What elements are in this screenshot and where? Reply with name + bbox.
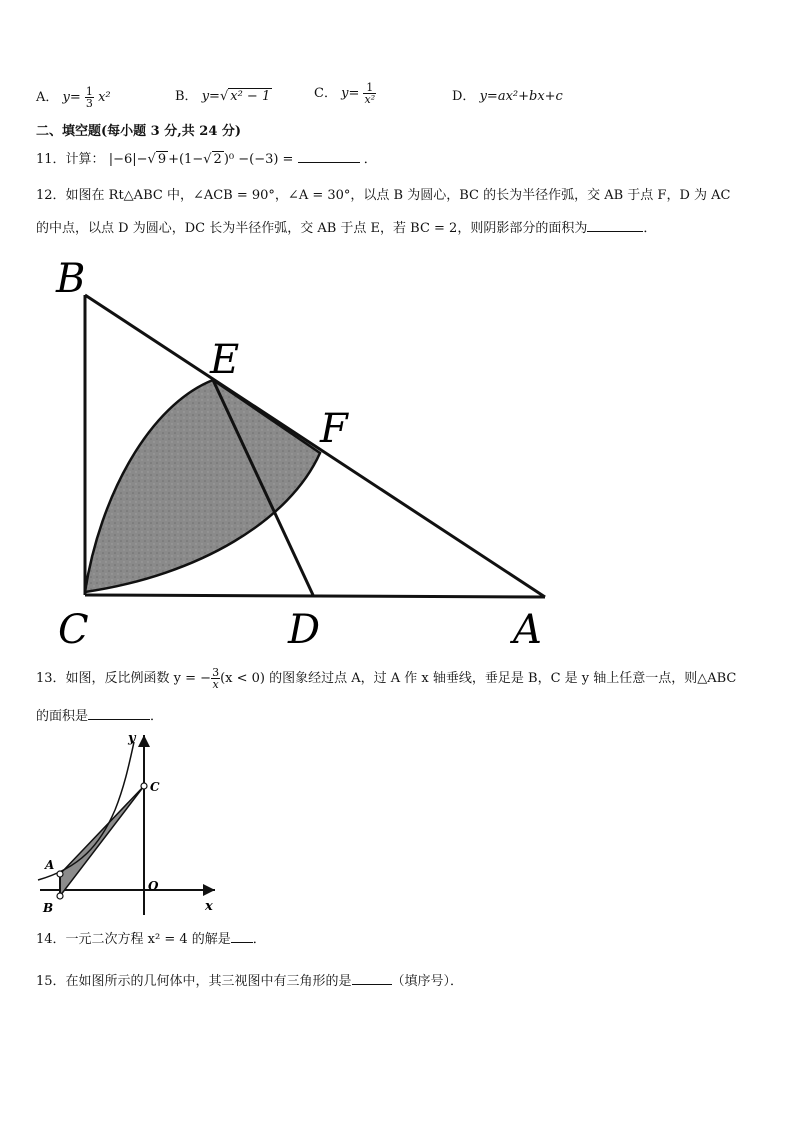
label-x: x <box>205 899 213 914</box>
option-b-letter: B． <box>175 89 198 104</box>
hyperbola-figure <box>0 728 240 920</box>
option-c <box>314 82 376 105</box>
answer-blank-14[interactable] <box>231 930 253 943</box>
shaded-region <box>85 380 320 592</box>
section-title: 二、填空题(每小题 3 分,共 24 分) <box>36 124 242 139</box>
sqrt-sign: √ <box>219 89 229 104</box>
option-a-tail: x² <box>98 90 111 105</box>
option-c-fraction: $\frac{1}{\text{x²}}$ <box>364 81 376 106</box>
label-c13: C <box>150 780 160 794</box>
option-b-lhs: y= <box>201 89 220 104</box>
label-c: C <box>58 607 89 653</box>
label-e: E <box>210 337 240 383</box>
side-ca <box>85 595 545 597</box>
triangle-abc <box>60 786 144 896</box>
question-13-line1: 13．如图，反比例函数 y = − $\frac{3}{x}$ (x < 0) 的图象经过点 A，过 A 作 x 轴垂线，垂足是 B，C 是 y 轴上任意一点，则△ABC <box>36 666 737 691</box>
option-a-fraction: $\frac{1}{3}$ <box>85 85 93 110</box>
question-14: 14．一元二次方程 x² = 4 的解是 ． <box>36 932 266 947</box>
label-b13: B <box>43 901 54 915</box>
answer-blank-11[interactable] <box>298 150 360 163</box>
triangle-figure <box>0 240 794 660</box>
label-a: A <box>513 607 542 653</box>
answer-blank-15[interactable] <box>352 972 392 985</box>
question-12-line2: 的中点，以点 D 为圆心，DC 长为半径作弧，交 AB 于点 E，若 BC = 2，则阴影部分的面积为 ． <box>36 221 657 236</box>
option-d-expr: y=ax²+bx+c <box>479 89 563 104</box>
label-b: B <box>56 256 86 302</box>
option-a-lhs: y= <box>62 90 81 105</box>
answer-blank-13[interactable] <box>88 707 150 720</box>
question-11: 11．计算： |−6|−√ 9 +(1−√ 2 )⁰ −(−3) = ． <box>36 152 377 167</box>
option-a <box>36 86 111 109</box>
question-13-line2: 的面积是 ． <box>36 709 164 724</box>
q13-fraction: $\frac{3}{x}$ <box>212 666 220 691</box>
option-c-letter: C． <box>314 86 337 101</box>
label-d: D <box>288 607 321 653</box>
option-d <box>452 89 563 106</box>
option-a-letter: A． <box>36 90 59 105</box>
label-y: y <box>128 731 136 746</box>
label-f: F <box>320 406 348 452</box>
point-c <box>141 783 147 789</box>
point-b <box>57 893 63 899</box>
option-b-radicand: x² − 1 <box>230 89 271 104</box>
question-12-line1: 12．如图在 Rt△ABC 中，∠ACB = 90°，∠A = 30°，以点 B 为圆心，BC 的长为半径作弧，交 AB 于点 F，D 为 AC <box>36 188 731 203</box>
question-15: 15．在如图所示的几何体中，其三视图中有三角形的是 （填序号）． <box>36 974 464 989</box>
answer-blank-12[interactable] <box>587 219 643 232</box>
option-b <box>175 89 272 106</box>
label-o: O <box>148 879 159 893</box>
option-c-lhs: y= <box>341 86 360 101</box>
label-a13: A <box>45 858 55 872</box>
option-d-letter: D． <box>452 89 476 104</box>
point-a <box>57 871 63 877</box>
